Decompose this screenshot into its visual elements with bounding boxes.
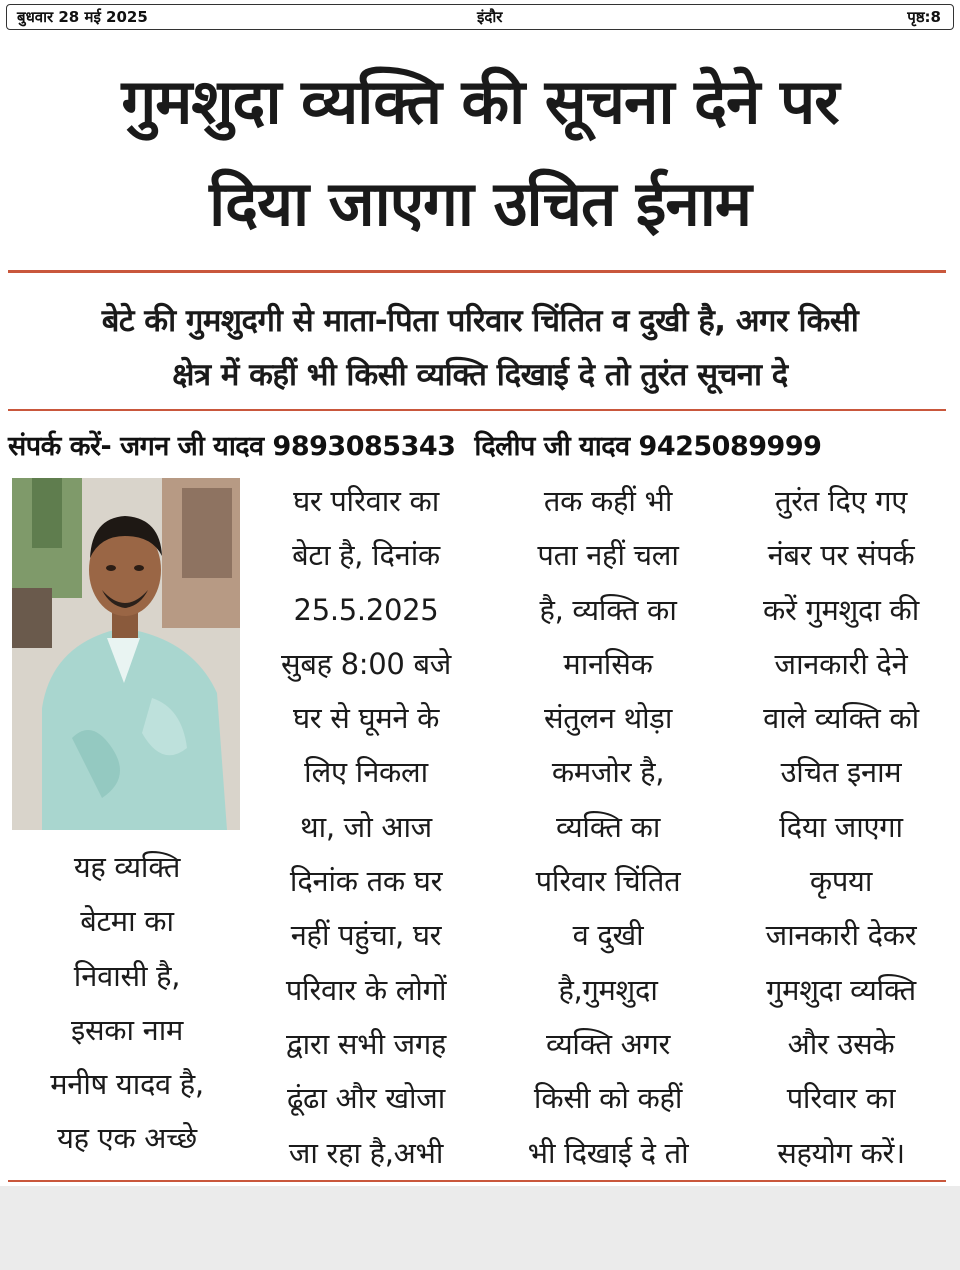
- article-column-3: [490, 474, 726, 1180]
- article-line: 25.5.2025: [293, 592, 439, 627]
- article-line: जा रहा है,अभी: [288, 1135, 444, 1170]
- article-line: इसका नाम: [71, 1012, 183, 1047]
- article-line: मनीष यादव है,: [50, 1067, 204, 1102]
- article-line: जानकारी देने: [774, 646, 908, 681]
- bottom-divider-rule: [8, 1180, 946, 1182]
- article-line: परिवार चिंतित: [535, 864, 681, 899]
- article-line: है,गुमशुदा: [558, 972, 658, 1007]
- masthead: [6, 4, 954, 30]
- contact-line: [8, 425, 958, 469]
- article-line: कमजोर है,: [551, 755, 665, 790]
- article-line: लिए निकला: [304, 755, 428, 790]
- masthead-city: इंदौर: [477, 8, 503, 26]
- masthead-page-number: पृष्ठ:8: [907, 8, 941, 26]
- article-line: सहयोग करें।: [777, 1135, 905, 1170]
- article-line: तुरंत दिए गए: [775, 484, 907, 518]
- article-line: ढूंढा और खोजा: [287, 1081, 445, 1116]
- article-line: दिया जाएगा: [779, 809, 903, 844]
- article-line: किसी को कहीं: [533, 1081, 683, 1116]
- missing-person-photo: [12, 478, 240, 830]
- article-line: पता नहीं चला: [537, 538, 679, 573]
- article-line: व दुखी: [572, 918, 644, 953]
- article-line: करें गुमशुदा की: [763, 592, 919, 627]
- article-line: था, जो आज: [300, 809, 432, 844]
- article-line: दिनांक तक घर: [289, 864, 443, 899]
- article-line: संतुलन थोड़ा: [543, 701, 673, 736]
- headline-line-2: दिया जाएगा उचित ईनाम: [209, 167, 751, 240]
- article-line: द्वारा सभी जगह: [285, 1026, 447, 1061]
- article-column-1: [8, 840, 246, 1166]
- article-line: और उसके: [787, 1026, 895, 1061]
- contact-primary: संपर्क करें- जगन जी यादव 9893085343: [8, 431, 456, 462]
- article-line: वाले व्यक्ति को: [763, 701, 919, 736]
- article-column-4: [728, 474, 954, 1180]
- article-line: घर से घूमने के: [292, 701, 440, 736]
- article-line: व्यक्ति अगर: [545, 1026, 671, 1061]
- article-line: गुमशुदा व्यक्ति: [766, 972, 916, 1007]
- masthead-date: बुधवार 28 मई 2025: [17, 8, 148, 26]
- article-line: यह व्यक्ति: [73, 850, 181, 884]
- headline-line-1: गुमशुदा व्यक्ति की सूचना देने पर: [121, 65, 839, 138]
- article-line: तक कहीं भी: [543, 484, 673, 518]
- article-line: व्यक्ति का: [555, 809, 661, 844]
- subheadline-line-1: बेटे की गुमशुदगी से माता-पिता परिवार चिंतित व दुखी है, अगर किसी: [101, 303, 859, 339]
- article-column-2: [248, 474, 484, 1180]
- article-line: बेटा है, दिनांक: [292, 538, 440, 573]
- article-line: परिवार के लोगों: [285, 972, 447, 1007]
- article-line: नहीं पहुंचा, घर: [290, 918, 442, 953]
- article-line: कृपया: [809, 864, 873, 899]
- article-line: है, व्यक्ति का: [539, 592, 677, 627]
- article-line: सुबह 8:00 बजे: [281, 646, 451, 681]
- article-line: निवासी है,: [73, 958, 181, 993]
- article-line: यह एक अच्छे: [57, 1121, 197, 1156]
- person-photo-illustration: [12, 478, 240, 830]
- article-line: भी दिखाई दे तो: [527, 1135, 689, 1170]
- article-line: परिवार का: [786, 1081, 896, 1116]
- article-line: नंबर पर संपर्क: [767, 538, 915, 573]
- article-line: घर परिवार का: [293, 484, 439, 518]
- article-line: मानसिक: [563, 646, 653, 681]
- article-line: जानकारी देकर: [765, 918, 917, 953]
- contact-secondary: दिलीप जी यादव 9425089999: [474, 431, 822, 462]
- article-line: बेटमा का: [80, 904, 174, 939]
- divider-rule: [8, 270, 946, 273]
- divider-rule: [8, 409, 946, 411]
- subheadline-line-2: क्षेत्र में कहीं भी किसी व्यक्ति दिखाई दे तो तुरंत सूचना दे: [172, 357, 788, 393]
- article-line: उचित इनाम: [780, 755, 902, 790]
